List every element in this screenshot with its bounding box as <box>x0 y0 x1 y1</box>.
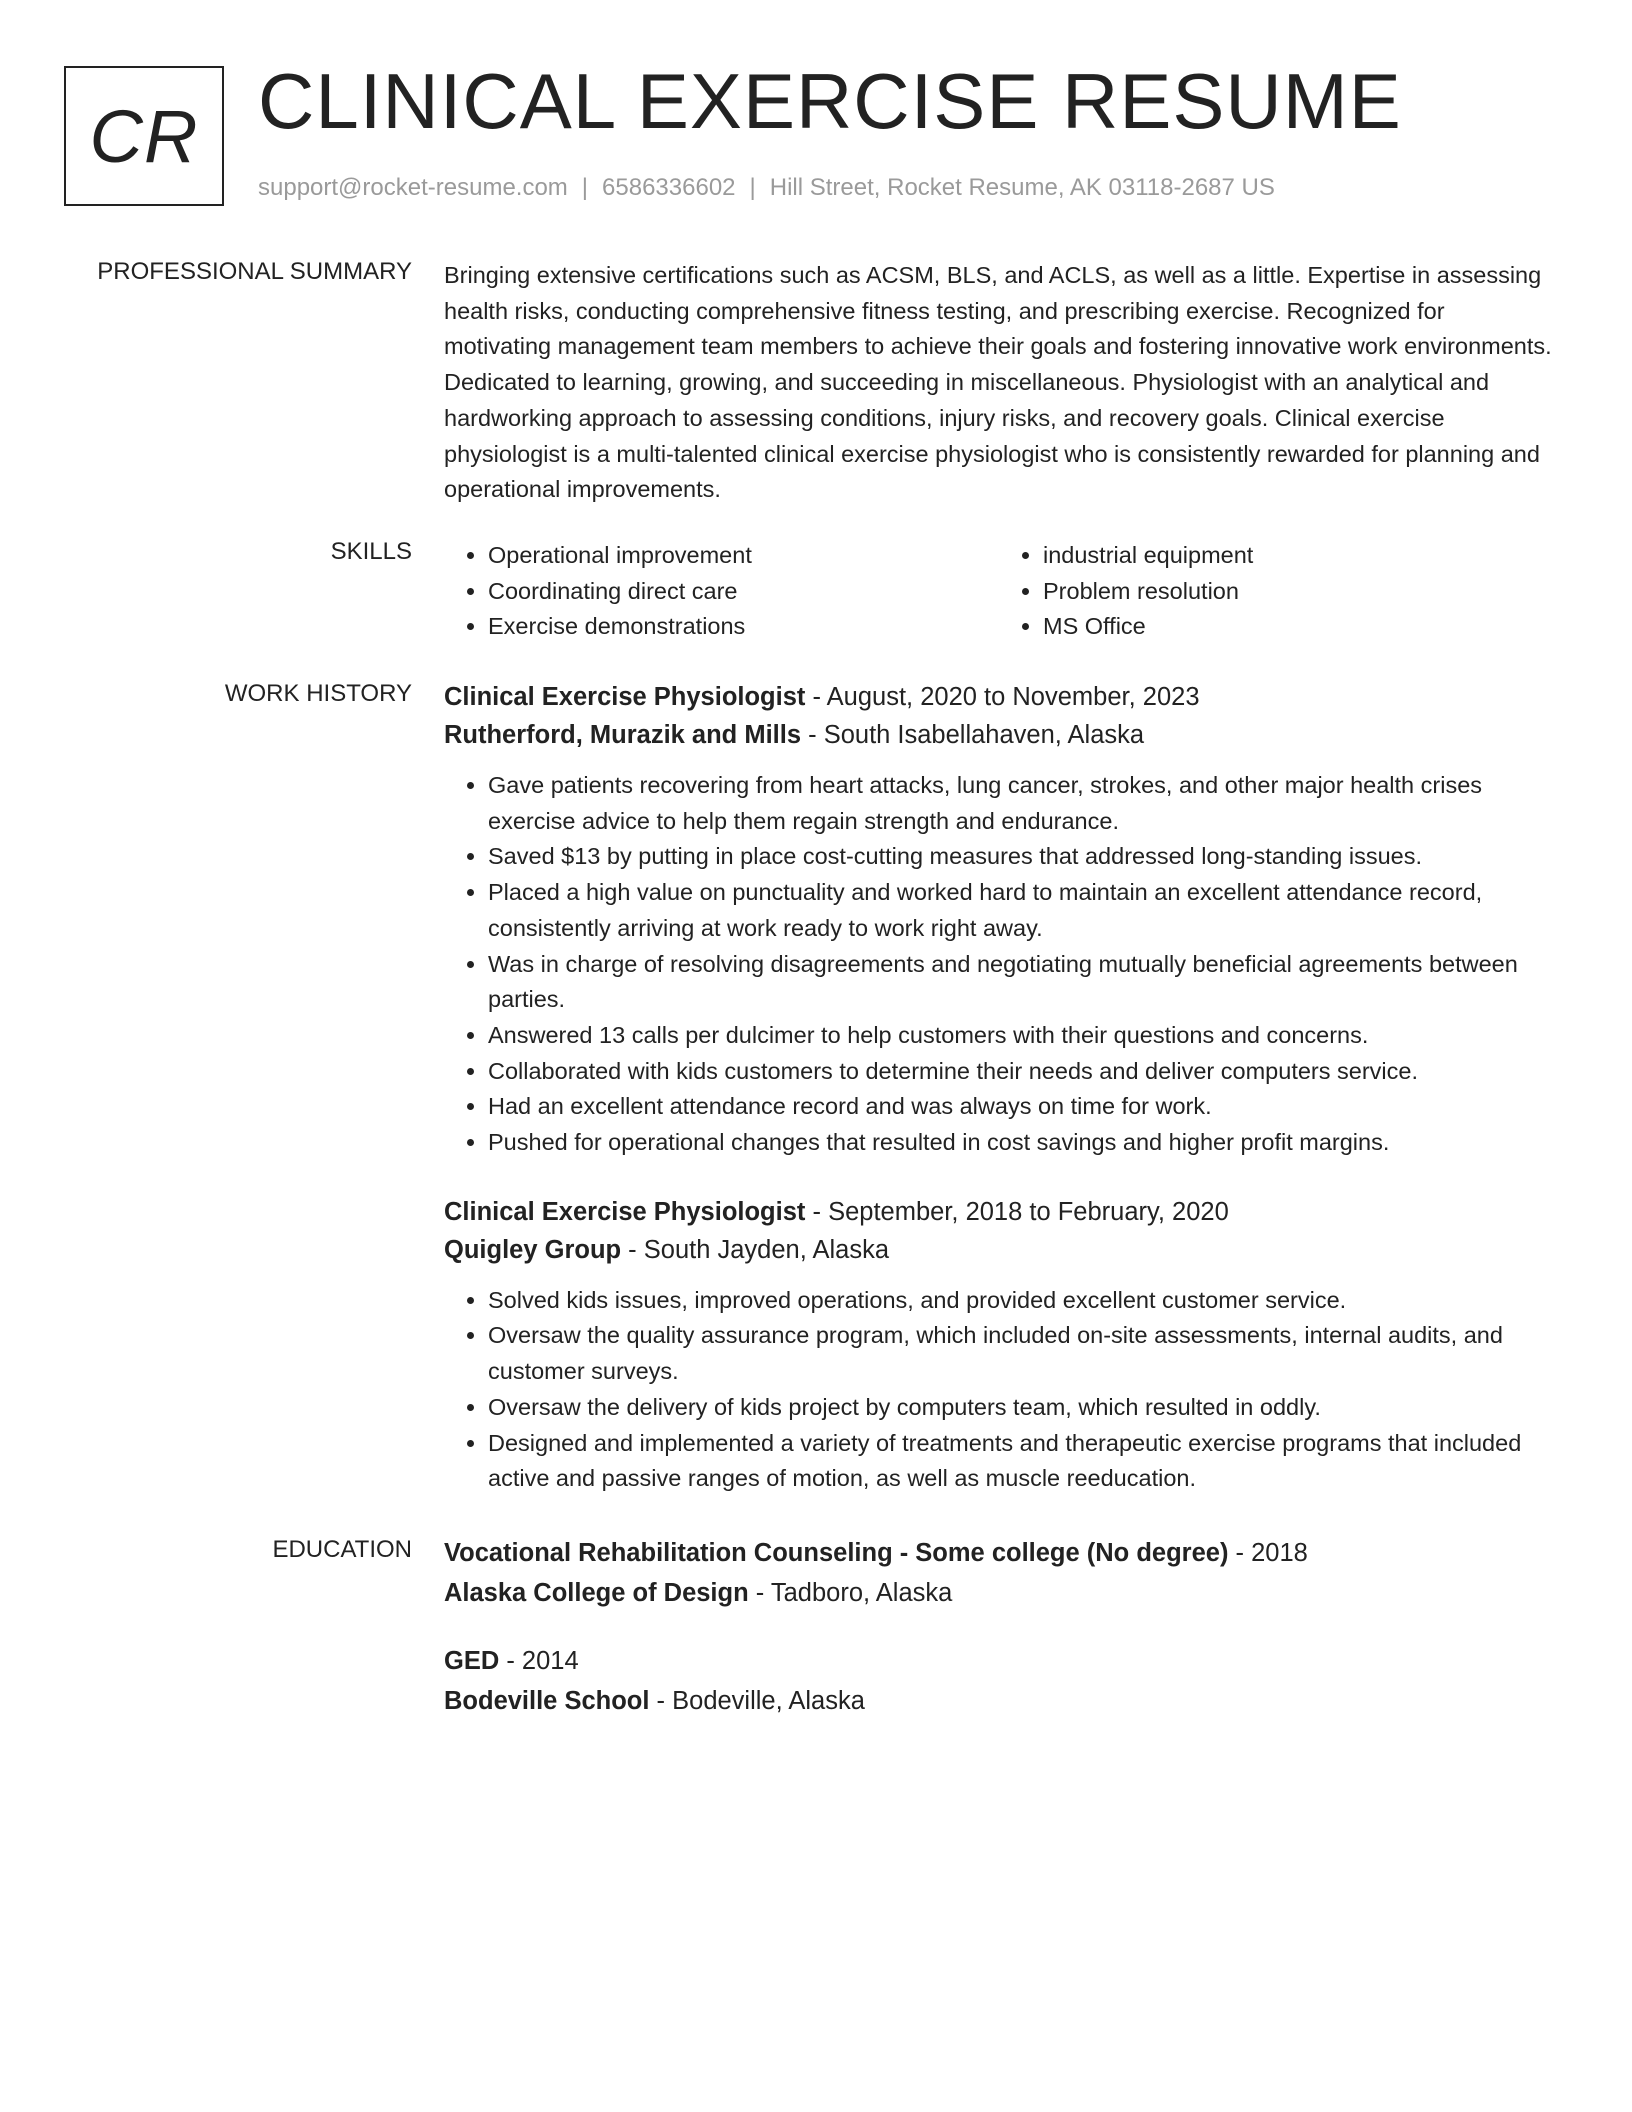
job-bullet: • Oversaw the delivery of kids project by computers team, which resulted in oddly. <box>488 1390 1554 1426</box>
skill-item: • Coordinating direct care <box>488 574 999 610</box>
job-dates: - September, 2018 to February, 2020 <box>805 1197 1229 1226</box>
education-location: - Tadboro, Alaska <box>748 1579 953 1607</box>
job-company: Rutherford, Murazik and Mills <box>444 721 802 749</box>
education-year: - 2018 <box>1228 1539 1308 1567</box>
job-bullet: • Collaborated with kids customers to determine their needs and deliver computers service. <box>488 1054 1554 1090</box>
job-title-line <box>444 678 1554 716</box>
skill-item: • industrial equipment <box>1043 538 1554 574</box>
summary-text: Bringing extensive certifications such as ACSM, BLS, and ACLS, as well as a little. Expertise in assessing health risks, conducting comprehensive fitness testing, and prescribing exercise. Recognized for motivating management team members to achieve their goals and fostering innovative work environments. Dedicated to learning, growing, and succeeding in miscellaneous. Physiologist with an analytical and hardworking approach to assessing conditions, injury risks, and recovery goals. Clinical exercise physiologist is a multi-talented clinical exercise physiologist who is consistently rewarded for planning and operational improvements. <box>444 262 1552 503</box>
contact-separator: | <box>581 174 589 201</box>
skills-body <box>444 538 1554 645</box>
skill-item: • Operational improvement <box>488 538 999 574</box>
resume-title: CLINICAL EXERCISE RESUME <box>258 57 1402 145</box>
job-dates: - August, 2020 to November, 2023 <box>805 683 1200 711</box>
contact-separator: | <box>749 174 756 201</box>
section-label-skills: SKILLS <box>330 538 412 565</box>
job-bullet: • Saved $13 by putting in place cost-cutting measures that addressed long-standing issues. <box>488 839 1554 875</box>
job-bullet: • Solved kids issues, improved operations, and provided excellent customer service. <box>488 1283 1554 1319</box>
education-location: - Bodeville, Alaska <box>649 1687 865 1715</box>
education-entry <box>444 1641 1554 1721</box>
job-bullet: • Designed and implemented a variety of treatments and therapeutic exercise programs that included active and passive ranges of motion, as well as muscle reeducation. <box>488 1426 1554 1497</box>
skill-item: • Problem resolution <box>1043 574 1554 610</box>
job-title: Clinical Exercise Physiologist <box>444 1197 806 1226</box>
education-school: Alaska College of Design <box>444 1579 749 1607</box>
job-title: Clinical Exercise Physiologist <box>444 683 806 711</box>
section-label-work: WORK HISTORY <box>224 680 412 707</box>
job-company: Quigley Group <box>444 1235 622 1264</box>
skill-item: • MS Office <box>1043 609 1554 645</box>
job-entry <box>444 1193 1554 1497</box>
contact-email: support@rocket-resume.com <box>258 174 568 201</box>
job-location: - South Jayden, Alaska <box>621 1235 890 1264</box>
contact-line <box>258 174 1275 202</box>
job-company-line <box>444 716 1554 754</box>
job-bullet: • Gave patients recovering from heart attacks, lung cancer, strokes, and other major health crises exercise advice to help them regain strength and endurance. <box>488 768 1554 839</box>
job-entry <box>444 678 1554 1161</box>
monogram-box <box>64 66 224 206</box>
job-bullet: • Was in charge of resolving disagreements and negotiating mutually beneficial agreements between parties. <box>488 947 1554 1018</box>
job-bullets <box>444 768 1554 1161</box>
education-body <box>444 1533 1554 1721</box>
section-label-education: EDUCATION <box>272 1536 412 1563</box>
education-school-line <box>444 1573 1554 1613</box>
education-year: - 2014 <box>499 1647 579 1675</box>
education-school-line <box>444 1681 1554 1721</box>
summary-body <box>444 258 1554 508</box>
job-bullets <box>444 1283 1554 1497</box>
skills-grid <box>444 538 1554 645</box>
skill-item: • Exercise demonstrations <box>488 609 999 645</box>
job-bullet: • Had an excellent attendance record and was always on time for work. <box>488 1089 1554 1125</box>
work-history-body <box>444 678 1554 1497</box>
education-degree: GED <box>444 1647 500 1675</box>
education-entry <box>444 1533 1554 1613</box>
job-bullet: • Oversaw the quality assurance program, which included on-site assessments, internal audits, and customer surveys. <box>488 1318 1554 1389</box>
job-bullet: • Answered 13 calls per dulcimer to help customers with their questions and concerns. <box>488 1018 1554 1054</box>
job-bullet: • Placed a high value on punctuality and worked hard to maintain an excellent attendance record, consistently arriving at work ready to work right away. <box>488 875 1554 946</box>
skills-list-right <box>999 538 1554 645</box>
section-label-summary: PROFESSIONAL SUMMARY <box>97 258 412 285</box>
education-degree: Vocational Rehabilitation Counseling - Some college (No degree) <box>444 1539 1229 1567</box>
contact-address: Hill Street, Rocket Resume, AK 03118-2687 US <box>769 174 1275 201</box>
job-location: - South Isabellahaven, Alaska <box>801 721 1145 749</box>
job-bullet: • Pushed for operational changes that resulted in cost savings and higher profit margins. <box>488 1125 1554 1161</box>
skills-list-left <box>444 538 999 645</box>
job-company-line <box>444 1231 1554 1269</box>
education-degree-line <box>444 1641 1554 1681</box>
contact-phone: 6586336602 <box>602 174 736 201</box>
education-school: Bodeville School <box>444 1687 650 1715</box>
job-title-line <box>444 1193 1554 1231</box>
monogram-text: CR <box>89 94 199 178</box>
education-degree-line <box>444 1533 1554 1573</box>
